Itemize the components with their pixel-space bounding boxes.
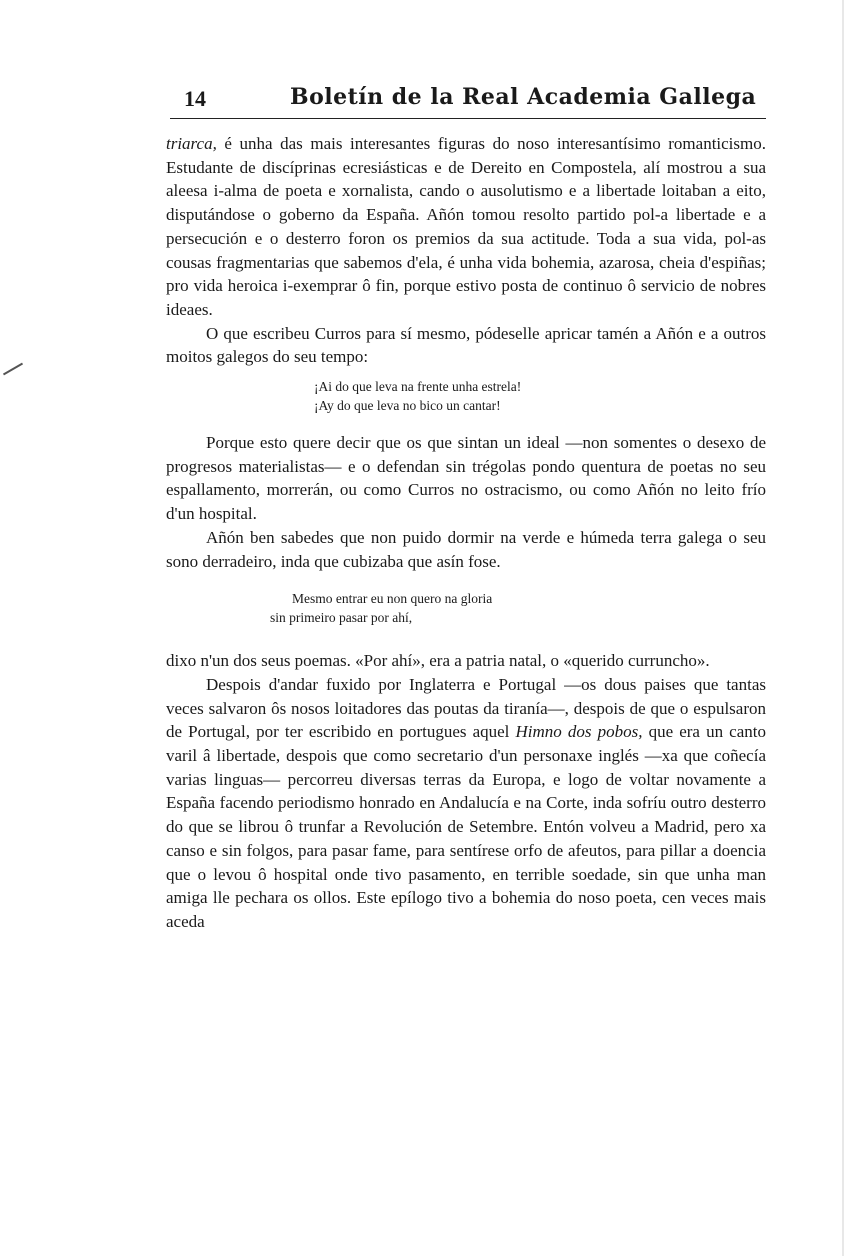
verse-line: ¡Ay do que leva no bico un cantar! (314, 398, 501, 414)
body-text (166, 132, 766, 934)
margin-mark (3, 363, 23, 376)
page-number: 14 (184, 86, 206, 111)
verse-line: Mesmo entrar eu non quero na gloria (292, 591, 493, 607)
verse-quote-1 (166, 377, 766, 415)
paragraph-6-text-a: Despois d'andar fuxido por Inglaterra e Portugal —os dous paises que tantas veces salvaron ôs nosos loitadores das poutas da tiranía—, despois de que o espulsaron de Portugal, por ter escribido en portugues aquel (166, 674, 766, 742)
paragraph-4: Añón ben sabedes que non puido dormir na verde e húmeda terra galega o seu sono derradeiro, inda que cubizaba que asín fose. (166, 527, 766, 571)
paragraph-6 (166, 673, 766, 934)
paragraph-1 (166, 132, 766, 322)
verse-line: ¡Ai do que leva na frente unha estrela! (314, 379, 522, 395)
paragraph-1-italic: triarca, (166, 134, 217, 153)
paragraph-2: O que escribeu Curros para sí mesmo, pódeselle apricar tamén a Añón e a outros moitos galegos do seu tempo: (166, 323, 766, 367)
page-edge-shadow (842, 0, 844, 1256)
verse-line: sin primeiro pasar por ahí, (270, 610, 413, 626)
page-header (170, 78, 766, 119)
paragraph-1-text: é unha das mais interesantes figuras do noso interesantísimo romanticismo. Estudante de discíprinas ecresiásticas e de Dereito en Compostela, alí mostrou a sua aleesa i-alma de poeta e xornalista, cando o ausolutismo e a libertade loitaban a eito, disputándose o goberno da España. Añón tomou resolto partido pol-a libertade e a persecución e o desterro foron os premios da sua actitude. Toda a sua vida, pol-as cousas fragmentarias que sabemos d'ela, é unha vida bohemia, azarosa, cheia d'espiñas; pro vida heroica i-exemprar ô fin, porque estivo posta de continuo ô servicio de nobres ideaes. (166, 134, 766, 319)
paragraph-3: Porque esto quere decir que os que sintan un ideal —non somentes o desexo de progresos materialistas— e o defendan sin trégolas pondo quentura de poetas no seu espallamento, morrerán, ou como Curros no ostracismo, ou como Añón no leito frío d'un hospital. (166, 433, 766, 524)
verse-quote-2 (166, 589, 766, 627)
paragraph-6-text-b: que era un canto varil â libertade, despois que como secretario d'un personaxe inglés —xa que coñecía varias linguas— percorreu diversas terras da Europa, e logo de voltar novamente a España facendo periodismo honrado en Andalucía e na Corte, inda sofríu outro desterro do que se librou ô trunfar a Revolución de Setembre. Entón volveu a Madrid, pero xa canso e sin folgos, para pasar fame, para sentírese orfo de afeutos, para pillar a doencia que o levou ô hospital onde tivo pasamento, en terrible soedade, sin que unha man amiga lle pechara os ollos. Este epílogo tivo a bohemia do noso poeta, cen veces mais aceda (166, 722, 766, 931)
paragraph-5: dixo n'un dos seus poemas. «Por ahí», era a patria natal, o «querido curruncho». (166, 651, 710, 671)
running-title: Boletín de la Real Academia Gallega (290, 84, 757, 110)
paragraph-6-italic: Himno dos pobos, (515, 722, 643, 742)
